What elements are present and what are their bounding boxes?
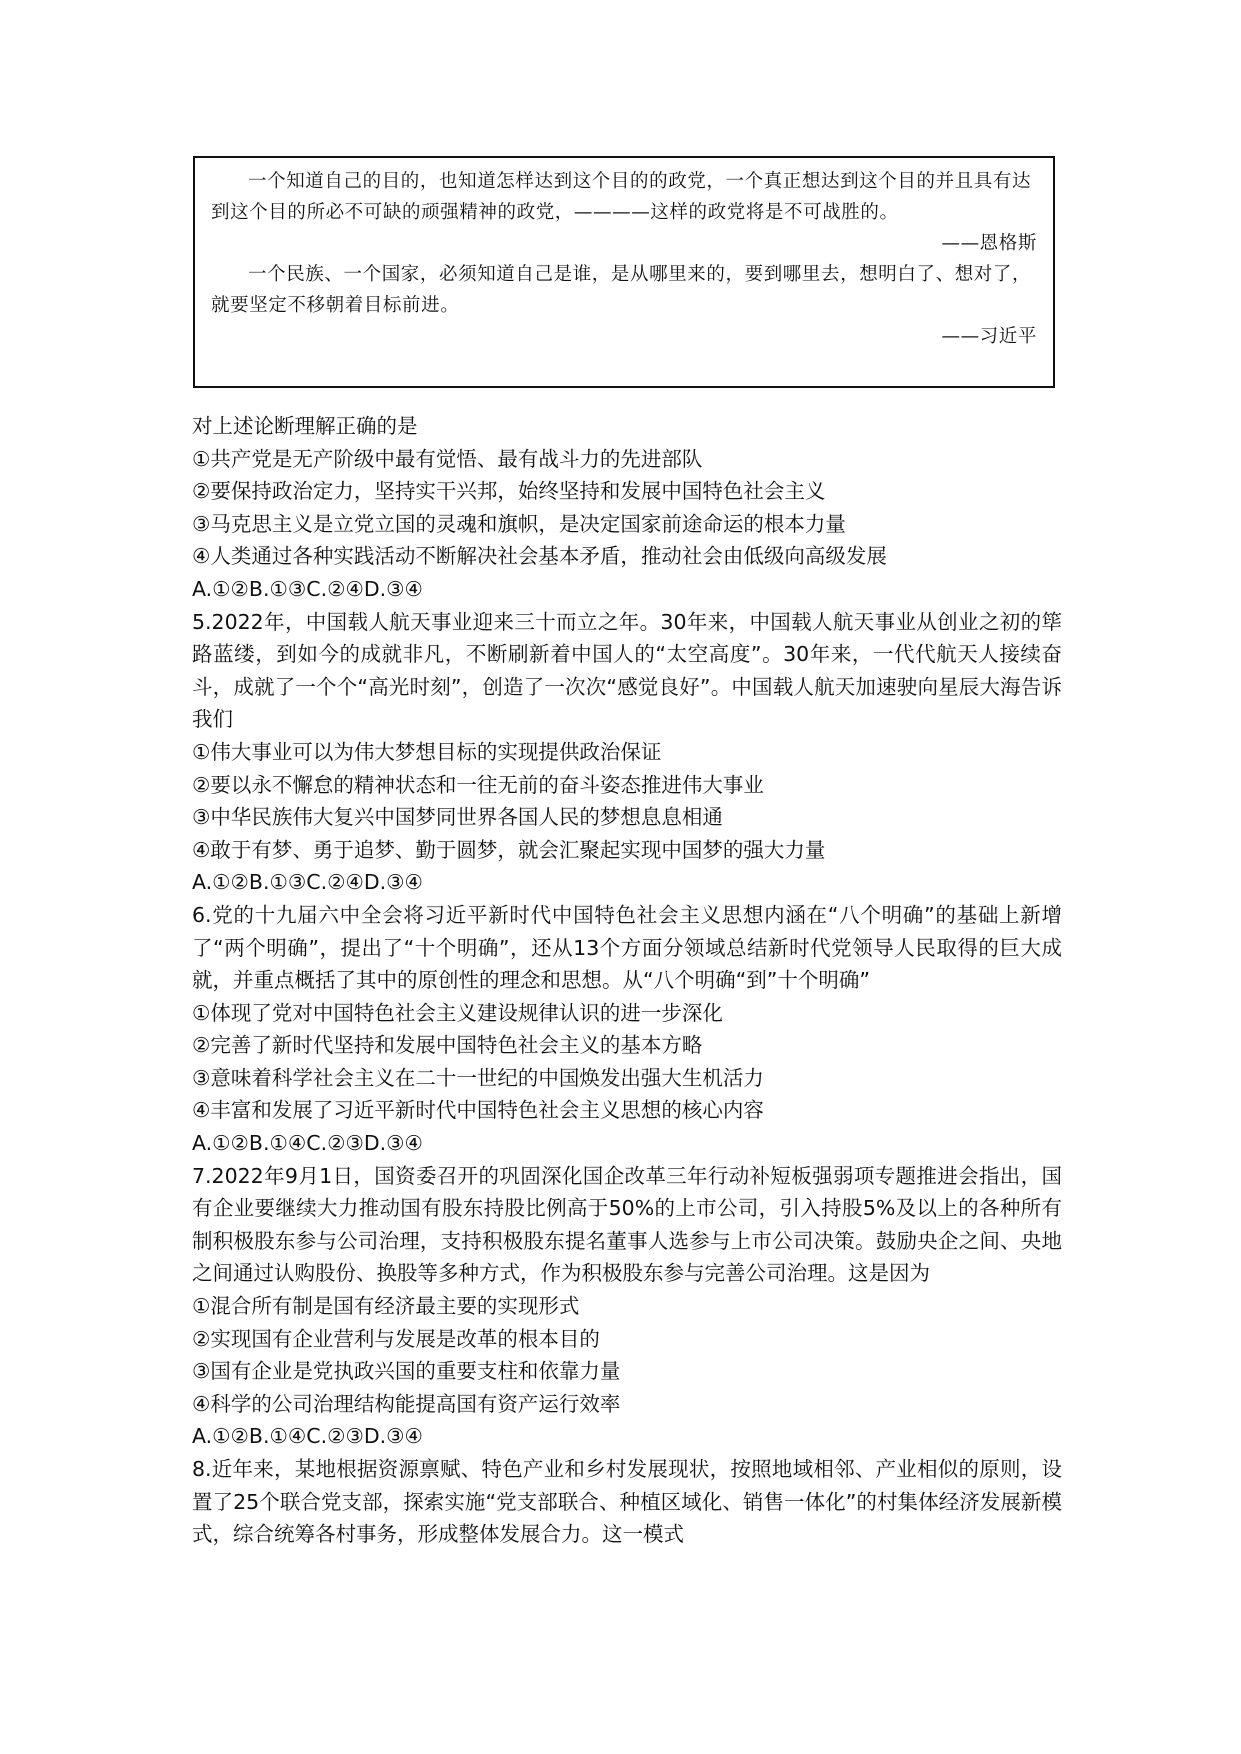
- question-stem: 7.2022年9月1日，国资委召开的巩固深化国企改革三年行动补短板强弱项专题推进会指出，国有企业要继续大力推动国有股东持股比例高于50%的上市公司，引入持股5%及以上的各种所有制积极股东参与公司治理，支持积极股东提名董事人选参与上市公司决策。鼓励央企之间、央地之间通过认购股份、换股等多种方式，作为积极股东参与完善公司治理。这是因为: [192, 1163, 1062, 1286]
- choice-item: ③中华民族伟大复兴中国梦同世界各国人民的梦想息息相通: [192, 805, 723, 830]
- question-stem: 对上述论断理解正确的是: [192, 414, 418, 438]
- choice-item: ④科学的公司治理结构能提高国有资产运行效率: [192, 1391, 621, 1416]
- choice-item: ③马克思主义是立党立国的灵魂和旗帜，是决定国家前途命运的根本力量: [192, 511, 846, 536]
- choice-item: ①体现了党对中国特色社会主义建设规律认识的进一步深化: [192, 1000, 723, 1025]
- answer-options: A.①②B.①④C.②③D.③④: [192, 1131, 423, 1156]
- quote-box: [193, 156, 1055, 388]
- question-5: [192, 606, 1062, 899]
- answer-options: A.①②B.①④C.②③D.③④: [192, 1424, 423, 1449]
- choice-item: ①伟大事业可以为伟大梦想目标的实现提供政治保证: [192, 739, 662, 764]
- quote-attribution-xi: ——习近平: [941, 326, 1037, 347]
- choice-item: ③意味着科学社会主义在二十一世纪的中国焕发出强大生机活力: [192, 1065, 764, 1090]
- question-6: [192, 899, 1062, 1160]
- choice-item: ②要保持政治定力，坚持实干兴邦，始终坚持和发展中国特色社会主义: [192, 479, 826, 504]
- choice-item: ①混合所有制是国有经济最主要的实现形式: [192, 1294, 580, 1319]
- choice-item: ④丰富和发展了习近平新时代中国特色社会主义思想的核心内容: [192, 1098, 764, 1123]
- choice-item: ④人类通过各种实践活动不断解决社会基本矛盾，推动社会由低级向高级发展: [192, 544, 887, 569]
- answer-options: A.①②B.①③C.②④D.③④: [192, 576, 423, 601]
- choice-item: ②完善了新时代坚持和发展中国特色社会主义的基本方略: [192, 1033, 703, 1058]
- choice-item: ①共产党是无产阶级中最有觉悟、最有战斗力的先进部队: [192, 446, 703, 471]
- choice-item: ④敢于有梦、勇于追梦、勤于圆梦，就会汇聚起实现中国梦的强大力量: [192, 837, 826, 862]
- choice-item: ②要以永不懈怠的精神状态和一往无前的奋斗姿态推进伟大事业: [192, 772, 764, 797]
- question-4: [192, 410, 1062, 606]
- question-stem: 5.2022年，中国载人航天事业迎来三十而立之年。30年来，中国载人航天事业从创业之初的筚路蓝缕，到如今的成就非凡，不断刷新着中国人的“太空高度”。30年来，一代代航天人接续奋斗，成就了一个个“高光时刻”，创造了一次次“感觉良好”。中国载人航天加速驶向星辰大海告诉我们: [192, 609, 1062, 732]
- choice-item: ②实现国有企业营利与发展是改革的根本目的: [192, 1326, 600, 1351]
- quote-attribution-engels: ——恩格斯: [941, 233, 1037, 254]
- question-7: [192, 1160, 1062, 1453]
- question-stem: 8.近年来，某地根据资源禀赋、特色产业和乡村发展现状，按照地域相邻、产业相似的原则，设置了25个联合党支部，探索实施“党支部联合、种植区域化、销售一体化”的村集体经济发展新模式，综合统筹各村事务，形成整体发展合力。这一模式: [192, 1457, 1062, 1547]
- question-stem: 6.党的十九届六中全会将习近平新时代中国特色社会主义思想内涵在“八个明确”的基础上新增了“两个明确”，提出了“十个明确”，还从13个方面分领域总结新时代党领导人民取得的巨大成就，并重点概括了其中的原创性的理念和思想。从“八个明确“到”十个明确”: [192, 902, 1062, 993]
- question-8: [192, 1453, 1062, 1551]
- quote-paragraph-engels: 一个知道自己的目的，也知道怎样达到这个目的的政党，一个真正想达到这个目的并且具有达到这个目的所必不可缺的顽强精神的政党，————这样的政党将是不可战胜的。: [211, 171, 1032, 223]
- question-list: [192, 410, 1062, 1551]
- quote-paragraph-xi: 一个民族、一个国家，必须知道自己是谁，是从哪里来的，要到哪里去，想明白了、想对了，就要坚定不移朝着目标前进。: [211, 264, 1032, 316]
- answer-options: A.①②B.①③C.②④D.③④: [192, 870, 423, 895]
- choice-item: ③国有企业是党执政兴国的重要支柱和依靠力量: [192, 1359, 621, 1384]
